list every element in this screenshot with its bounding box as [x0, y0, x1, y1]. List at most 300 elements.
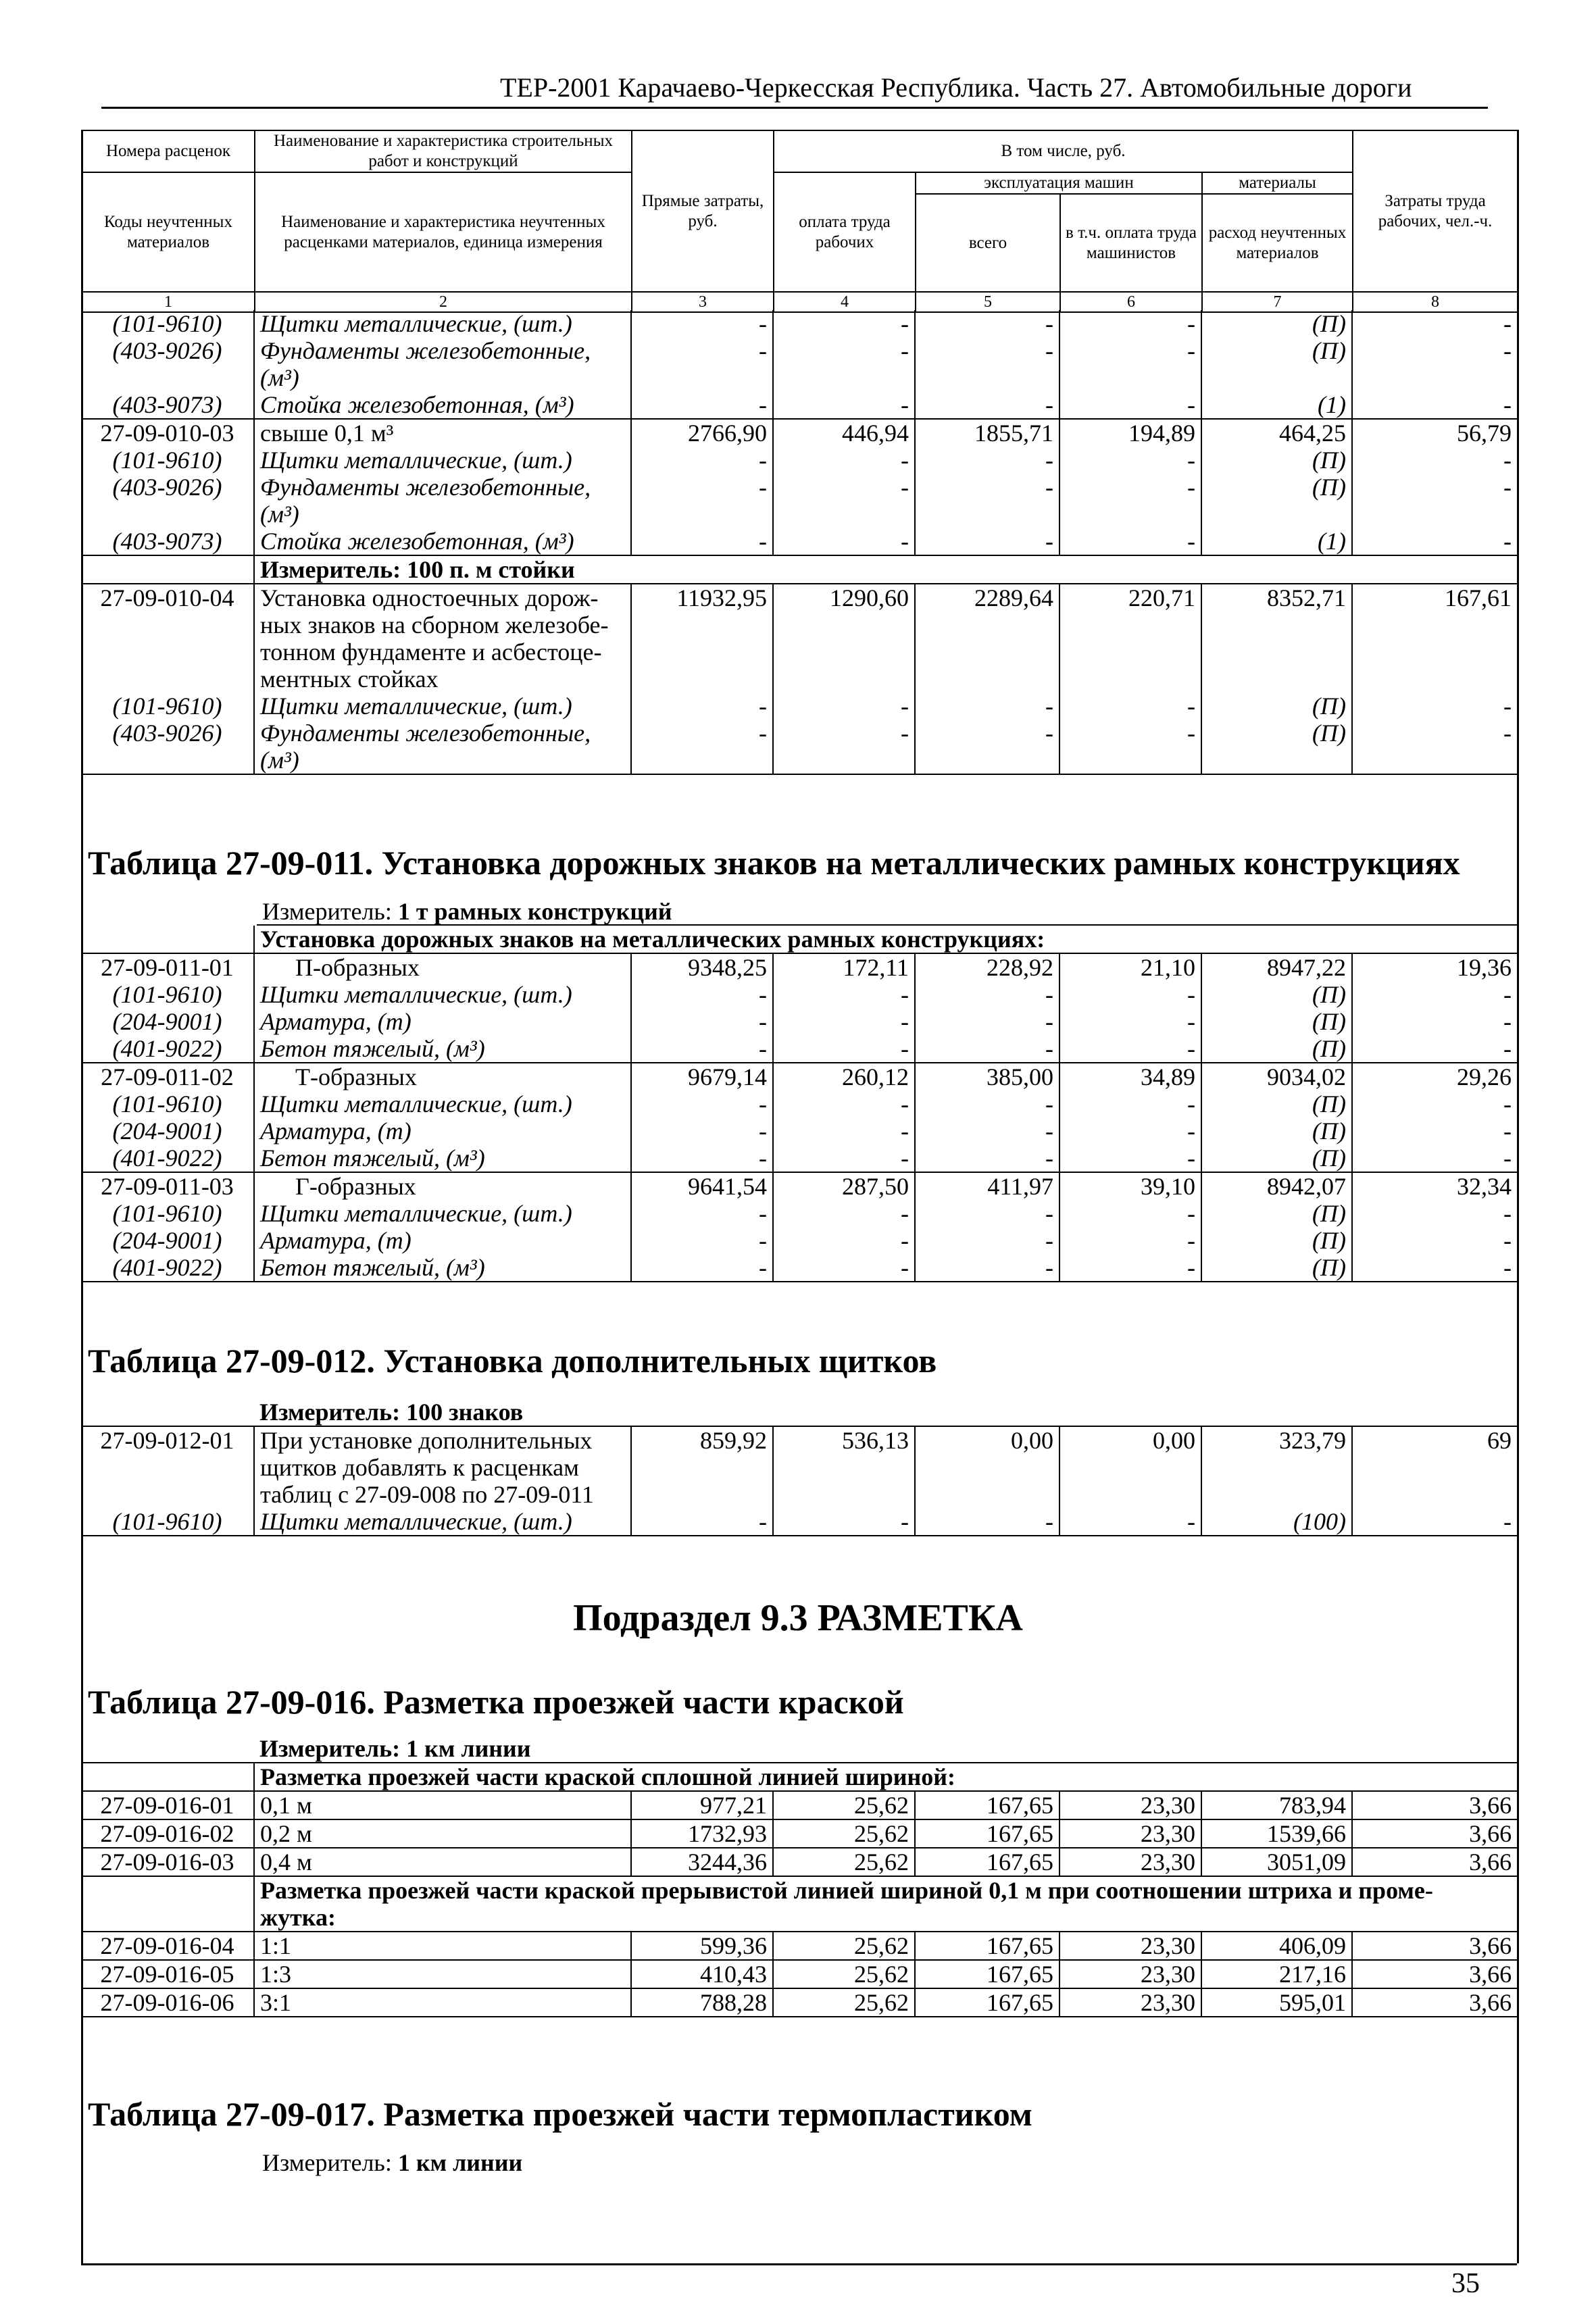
- table-cell: -: [1059, 447, 1201, 474]
- table-27-09-010-continued: [81, 310, 1517, 775]
- table-cell: -: [1352, 720, 1517, 774]
- table-cell: 23,30: [1059, 1848, 1201, 1876]
- table-cell: Разметка проезжей части краской сплошной линией шириной:: [254, 1763, 1517, 1791]
- table-cell: (П): [1201, 1200, 1352, 1227]
- table-cell: 1:3: [254, 1960, 631, 1988]
- table-cell: -: [773, 1035, 915, 1063]
- table-cell: (204-9001): [112, 1227, 222, 1254]
- rate-row: [81, 1426, 1517, 1508]
- table-cell: [81, 555, 254, 584]
- rate-row: [81, 1063, 1517, 1090]
- table-cell: -: [773, 391, 915, 419]
- table-cell: -: [1059, 391, 1201, 419]
- table-cell: 167,65: [915, 1819, 1059, 1848]
- table-title-27-09-012: Таблица 27-09-012. Установка дополнительных щитков: [88, 1342, 937, 1380]
- material-row: [81, 391, 1517, 419]
- table-cell: (П): [1201, 310, 1352, 337]
- table-cell: -: [1352, 1200, 1517, 1227]
- table-cell: 27-09-016-06: [81, 1988, 254, 2017]
- col-number: 1: [82, 292, 255, 312]
- col-number: 8: [1353, 292, 1518, 312]
- table-cell: 23,30: [1059, 1960, 1201, 1988]
- table-27-09-012: [81, 1399, 1517, 1536]
- table-cell: -: [773, 1227, 915, 1254]
- table-cell: -: [1059, 1117, 1201, 1145]
- table-cell: -: [631, 528, 773, 555]
- table-cell: -: [1352, 1145, 1517, 1172]
- table-cell: (100): [1201, 1508, 1352, 1536]
- table-cell: -: [773, 310, 915, 337]
- table-cell: (401-9022): [112, 1145, 222, 1172]
- table-cell: -: [1059, 1090, 1201, 1117]
- table-cell: 859,92: [631, 1426, 773, 1508]
- table-cell: (П): [1201, 474, 1352, 528]
- table-cell: -: [1059, 1200, 1201, 1227]
- table-cell: 595,01: [1201, 1988, 1352, 2017]
- table-cell: (П): [1201, 1227, 1352, 1254]
- table-cell: -: [1352, 1227, 1517, 1254]
- table-cell: (П): [1201, 1117, 1352, 1145]
- subhead-row: [81, 1763, 1517, 1791]
- table-cell: Арматура, (т): [254, 1227, 631, 1254]
- subhead-row: [81, 1876, 1517, 1932]
- table-cell: 34,89: [1059, 1063, 1201, 1090]
- table-cell: 167,65: [915, 1932, 1059, 1960]
- text-line: щитков добавлять к расценкам: [260, 1454, 579, 1481]
- table-cell: 0,2 м: [254, 1819, 631, 1848]
- rate-row: [81, 1988, 1517, 2017]
- table-cell: 25,62: [773, 1988, 915, 2017]
- table-cell: 32,34: [1352, 1172, 1517, 1200]
- table-cell: -: [1059, 337, 1201, 391]
- table-cell: 8942,07: [1201, 1172, 1352, 1200]
- table-cell: -: [915, 1200, 1059, 1227]
- table-cell: 217,16: [1201, 1960, 1352, 1988]
- table-cell: (101-9610): [112, 447, 222, 474]
- col-number: 4: [774, 292, 916, 312]
- table-cell: -: [1352, 1117, 1517, 1145]
- table-cell: Измеритель: 1 км линии: [259, 1735, 531, 1762]
- table-cell: -: [1059, 1008, 1201, 1035]
- table-cell: -: [915, 1508, 1059, 1536]
- table-cell: 19,36: [1352, 953, 1517, 981]
- table-cell: 8947,22: [1201, 953, 1352, 981]
- table-cell: -: [1352, 528, 1517, 555]
- table-cell: (101-9610): [81, 1508, 254, 1536]
- table-cell: Бетон тяжелый, (м³): [254, 1035, 631, 1063]
- table-cell: 167,61: [1352, 584, 1517, 693]
- table-cell: 1539,66: [1201, 1819, 1352, 1848]
- table-cell: (П): [1201, 981, 1352, 1008]
- table-cell: 446,94: [773, 419, 915, 447]
- table-cell: -: [915, 1035, 1059, 1063]
- table-cell: 287,50: [773, 1172, 915, 1200]
- table-cell: -: [631, 1035, 773, 1063]
- material-row: [81, 981, 1517, 1008]
- table-cell: -: [915, 693, 1059, 720]
- material-row: [81, 1090, 1517, 1117]
- table-cell: -: [631, 1508, 773, 1536]
- table-cell: 464,25: [1201, 419, 1352, 447]
- table-cell: 9034,02: [1201, 1063, 1352, 1090]
- table-cell: -: [1352, 1008, 1517, 1035]
- table-cell: 25,62: [773, 1848, 915, 1876]
- text-line: 1 т рамных конструкций: [397, 898, 672, 925]
- table-cell: 3,66: [1352, 1960, 1517, 1988]
- header-machines-total: всего: [916, 194, 1060, 292]
- table-cell: (П): [1201, 1008, 1352, 1035]
- table-cell: -: [773, 1008, 915, 1035]
- table-cell: [81, 1876, 254, 1932]
- table-cell: (204-9001): [112, 1117, 222, 1145]
- table-cell: (П): [1201, 693, 1352, 720]
- table-cell: -: [1059, 1145, 1201, 1172]
- col-number: 5: [916, 292, 1060, 312]
- table-cell: -: [773, 720, 915, 774]
- table-cell: 3,66: [1352, 1791, 1517, 1819]
- table-cell: -: [1352, 474, 1517, 528]
- table-cell: 29,26: [1352, 1063, 1517, 1090]
- text-line: Фундаменты железобетонные,: [260, 337, 591, 364]
- table-cell: 25,62: [773, 1791, 915, 1819]
- table-cell: 25,62: [773, 1819, 915, 1848]
- table-cell: 23,30: [1059, 1791, 1201, 1819]
- text-line: При установке дополнительных: [260, 1427, 593, 1454]
- rate-row: [81, 584, 1517, 693]
- table-cell: -: [915, 1145, 1059, 1172]
- table-cell: 0,4 м: [254, 1848, 631, 1876]
- table-cell: 167,65: [915, 1848, 1059, 1876]
- text-line: ментных стойках: [260, 665, 439, 693]
- text-line: таблиц с 27-09-008 по 27-09-011: [260, 1481, 594, 1508]
- header-col1-bottom: Коды неучтенных материалов: [82, 172, 255, 292]
- table-cell: -: [915, 1254, 1059, 1282]
- table-cell: Т-образных: [254, 1063, 631, 1090]
- table-cell: Арматура, (т): [254, 1008, 631, 1035]
- table-cell: 9348,25: [631, 953, 773, 981]
- subsection-title: Подраздел 9.3 РАЗМЕТКА: [573, 1597, 1023, 1639]
- table-cell: -: [1059, 981, 1201, 1008]
- table-cell: [81, 1399, 254, 1426]
- table-cell: 27-09-010-03: [81, 419, 254, 447]
- table-cell: -: [915, 1227, 1059, 1254]
- material-row: [81, 1227, 1517, 1254]
- text-line: Разметка проезжей части краской прерывистой линией шириной 0,1 м при соотношении штриха и проме-: [260, 1877, 1433, 1904]
- table-cell: (П): [1201, 1254, 1352, 1282]
- column-header: [81, 130, 1518, 313]
- rate-row: [81, 419, 1517, 447]
- table-cell: -: [1352, 1035, 1517, 1063]
- table-cell: (401-9022): [112, 1035, 222, 1062]
- table-cell: -: [1352, 310, 1517, 337]
- table-cell: -: [1059, 1254, 1201, 1282]
- table-cell: -: [915, 447, 1059, 474]
- table-cell: [81, 1763, 254, 1791]
- table-cell: Щитки металлические, (шт.): [254, 1090, 631, 1117]
- table-cell: 3,66: [1352, 1988, 1517, 2017]
- table-cell: -: [773, 1200, 915, 1227]
- table-cell: 11932,95: [631, 584, 773, 693]
- measure-row: [81, 1735, 1517, 1763]
- table-title-27-09-017: Таблица 27-09-017. Разметка проезжей части термопластиком: [88, 2095, 1032, 2133]
- table-cell: 25,62: [773, 1932, 915, 1960]
- table-cell: 167,65: [915, 1960, 1059, 1988]
- table-cell: 23,30: [1059, 1819, 1201, 1848]
- table-cell: -: [773, 337, 915, 391]
- table-cell: 410,43: [631, 1960, 773, 1988]
- table-cell: -: [1352, 1254, 1517, 1282]
- measure-27-09-017: [262, 2148, 522, 2177]
- table-cell: 27-09-016-05: [81, 1960, 254, 1988]
- header-operators: в т.ч. оплата труда машинистов: [1060, 194, 1202, 292]
- table-cell: -: [773, 1508, 915, 1536]
- table-cell: -: [773, 447, 915, 474]
- table-cell: (403-9073): [112, 391, 222, 418]
- table-cell: -: [1352, 981, 1517, 1008]
- table-cell: -: [1352, 447, 1517, 474]
- table-cell: -: [1352, 391, 1517, 419]
- material-row: [81, 474, 1517, 528]
- material-row: [81, 693, 1517, 720]
- table-cell: -: [773, 474, 915, 528]
- table-cell: Щитки металлические, (шт.): [254, 693, 631, 720]
- table-cell: 0,00: [1059, 1426, 1201, 1508]
- material-row: [81, 337, 1517, 391]
- table-cell: -: [631, 1227, 773, 1254]
- table-cell: 599,36: [631, 1932, 773, 1960]
- text-line: (м³): [260, 364, 299, 391]
- header-col2-top: Наименование и характеристика строительных работ и конструкций: [255, 130, 632, 172]
- col-number: 3: [632, 292, 774, 312]
- table-cell: П-образных: [254, 953, 631, 981]
- table-cell: -: [1059, 1508, 1201, 1536]
- table-cell: (1): [1201, 528, 1352, 555]
- subhead-row: [81, 926, 1517, 953]
- material-row: [81, 1035, 1517, 1063]
- text-line: Установка одностоечных дорож-: [260, 584, 599, 611]
- table-cell: -: [631, 693, 773, 720]
- material-row: [81, 310, 1517, 337]
- table-cell: (101-9610): [112, 981, 222, 1008]
- text-line: Измеритель:: [262, 2149, 398, 2176]
- table-cell: свыше 0,1 м³: [254, 419, 631, 447]
- header-machines: эксплуатация машин: [916, 172, 1202, 194]
- material-row: [81, 720, 1517, 774]
- table-cell: 172,11: [773, 953, 915, 981]
- table-cell: -: [631, 337, 773, 391]
- rate-row: [81, 1791, 1517, 1819]
- material-row: [81, 447, 1517, 474]
- table-cell: 977,21: [631, 1791, 773, 1819]
- table-cell: 3,66: [1352, 1932, 1517, 1960]
- table-cell: Щитки металлические, (шт.): [254, 1508, 631, 1536]
- table-cell: -: [915, 391, 1059, 419]
- material-row: [81, 1200, 1517, 1227]
- material-row: [81, 1008, 1517, 1035]
- table-cell: Измеритель: 100 знаков: [259, 1399, 524, 1426]
- table-cell: Щитки металлические, (шт.): [254, 1200, 631, 1227]
- header-rule: [101, 107, 1488, 109]
- table-cell: -: [773, 528, 915, 555]
- table-cell: -: [631, 474, 773, 528]
- table-cell: -: [915, 1090, 1059, 1117]
- rate-row: [81, 1932, 1517, 1960]
- table-cell: -: [1059, 693, 1201, 720]
- table-cell: (П): [1201, 447, 1352, 474]
- table-cell: (204-9001): [112, 1008, 222, 1035]
- table-cell: (403-9026): [112, 474, 222, 501]
- table-cell: -: [1059, 528, 1201, 555]
- text-line: 1 км линии: [397, 2149, 523, 2176]
- table-cell: -: [631, 1200, 773, 1227]
- col-number: 6: [1060, 292, 1202, 312]
- text-line: Фундаменты железобетонные,: [260, 720, 591, 747]
- table-cell: (403-9026): [81, 720, 254, 774]
- table-cell: (П): [1201, 1090, 1352, 1117]
- table-cell: 411,97: [915, 1172, 1059, 1200]
- table-cell: -: [915, 310, 1059, 337]
- table-cell: -: [631, 1254, 773, 1282]
- table-cell: 783,94: [1201, 1791, 1352, 1819]
- text-line: тонном фундаменте и асбестоце-: [260, 638, 602, 665]
- table-cell: 228,92: [915, 953, 1059, 981]
- text-line: (м³): [260, 747, 299, 774]
- table-cell: 3,66: [1352, 1819, 1517, 1848]
- table-cell: -: [915, 337, 1059, 391]
- table-cell: 27-09-016-04: [81, 1932, 254, 1960]
- material-row: [81, 1254, 1517, 1282]
- table-cell: -: [773, 981, 915, 1008]
- table-cell: (403-9073): [112, 528, 222, 555]
- table-cell: -: [1059, 474, 1201, 528]
- rate-row: [81, 1819, 1517, 1848]
- table-cell: -: [773, 1145, 915, 1172]
- rate-row: [81, 1848, 1517, 1876]
- col-number: 7: [1202, 292, 1353, 312]
- table-cell: -: [631, 447, 773, 474]
- rate-row: [81, 1960, 1517, 1988]
- measure-27-09-011: [262, 897, 672, 926]
- table-cell: -: [631, 981, 773, 1008]
- table-cell: -: [631, 1008, 773, 1035]
- table-cell: Установка дорожных знаков на металлических рамных конструкциях:: [254, 926, 1517, 953]
- table-cell: (П): [1201, 337, 1352, 391]
- table-cell: 2289,64: [915, 584, 1059, 693]
- table-cell: 406,09: [1201, 1932, 1352, 1960]
- table-cell: -: [915, 981, 1059, 1008]
- table-cell: 21,10: [1059, 953, 1201, 981]
- running-header: ТЕР-2001 Карачаево-Черкесская Республика. Часть 27. Автомобильные дороги: [500, 72, 1412, 103]
- table-cell: 167,65: [915, 1791, 1059, 1819]
- table-cell: 27-09-011-03: [81, 1172, 254, 1200]
- table-cell: -: [631, 720, 773, 774]
- page-number: 35: [1451, 2268, 1480, 2299]
- table-cell: Стойка железобетонная, (м³): [254, 528, 631, 555]
- table-cell: 3,66: [1352, 1848, 1517, 1876]
- table-cell: -: [631, 391, 773, 419]
- table-cell: 56,79: [1352, 419, 1517, 447]
- table-cell: (1): [1201, 391, 1352, 419]
- table-cell: Стойка железобетонная, (м³): [254, 391, 631, 419]
- table-cell: -: [1059, 310, 1201, 337]
- table-cell: -: [915, 474, 1059, 528]
- page-bottom-rule: [81, 2263, 1517, 2265]
- table-cell: -: [773, 1090, 915, 1117]
- table-cell: Измеритель: 100 п. м стойки: [254, 555, 1517, 584]
- col-number: 2: [255, 292, 632, 312]
- table-cell: 3051,09: [1201, 1848, 1352, 1876]
- table-title-27-09-016: Таблица 27-09-016. Разметка проезжей части краской: [88, 1683, 904, 1721]
- table-cell: -: [1352, 337, 1517, 391]
- text-line: жутка:: [260, 1904, 336, 1931]
- table-cell: 788,28: [631, 1988, 773, 2017]
- rate-row: [81, 953, 1517, 981]
- table-cell: -: [1059, 1035, 1201, 1063]
- table-cell: 260,12: [773, 1063, 915, 1090]
- table-cell: 2766,90: [631, 419, 773, 447]
- material-row: [81, 528, 1517, 555]
- table-cell: 9679,14: [631, 1063, 773, 1090]
- header-unaccounted-materials: расход неучтенных материалов: [1202, 194, 1353, 292]
- table-cell: [254, 1876, 1517, 1932]
- table-cell: 1732,93: [631, 1819, 773, 1848]
- table-cell: Бетон тяжелый, (м³): [254, 1254, 631, 1282]
- table-cell: (101-9610): [112, 1090, 222, 1117]
- table-cell: 27-09-016-03: [81, 1848, 254, 1876]
- table-cell: Щитки металлические, (шт.): [254, 310, 631, 337]
- table-cell: Бетон тяжелый, (м³): [254, 1145, 631, 1172]
- table-cell: 27-09-016-02: [81, 1819, 254, 1848]
- table-cell: (101-9610): [112, 1200, 222, 1227]
- table-cell: 25,62: [773, 1960, 915, 1988]
- table-cell: (101-9610): [112, 693, 222, 720]
- table-cell: 0,00: [915, 1426, 1059, 1508]
- table-cell: 167,65: [915, 1988, 1059, 2017]
- text-line: Фундаменты железобетонные,: [260, 474, 591, 501]
- table-cell: 9641,54: [631, 1172, 773, 1200]
- measure-row: [81, 1399, 1517, 1426]
- header-group: В том числе, руб.: [774, 130, 1353, 172]
- header-labor: Затраты труда рабочих, чел.-ч.: [1353, 130, 1518, 292]
- table-cell: -: [631, 1117, 773, 1145]
- table-cell: 536,13: [773, 1426, 915, 1508]
- header-materials: материалы: [1202, 172, 1353, 194]
- table-cell: -: [1352, 1090, 1517, 1117]
- table-cell: [254, 474, 631, 528]
- table-cell: -: [631, 1145, 773, 1172]
- table-cell: (401-9022): [81, 1254, 254, 1282]
- table-cell: (101-9610): [112, 310, 222, 337]
- table-27-09-016: [81, 1735, 1517, 2017]
- table-cell: -: [915, 1117, 1059, 1145]
- table-cell: -: [1059, 1227, 1201, 1254]
- table-cell: -: [1059, 720, 1201, 774]
- table-cell: 27-09-011-01: [81, 953, 254, 981]
- table-cell: 3:1: [254, 1988, 631, 2017]
- table-cell: 39,10: [1059, 1172, 1201, 1200]
- header-wages: оплата труда рабочих: [774, 172, 916, 292]
- table-cell: [254, 720, 631, 774]
- table-cell: 27-09-012-01: [81, 1426, 254, 1508]
- table-cell: -: [631, 310, 773, 337]
- table-cell: [254, 584, 631, 693]
- table-cell: 23,30: [1059, 1932, 1201, 1960]
- header-col1-top: Номера расценок: [82, 130, 255, 172]
- table-cell: (П): [1201, 1145, 1352, 1172]
- table-cell: 1290,60: [773, 584, 915, 693]
- table-cell: [254, 1426, 631, 1508]
- table-cell: [81, 1735, 254, 1763]
